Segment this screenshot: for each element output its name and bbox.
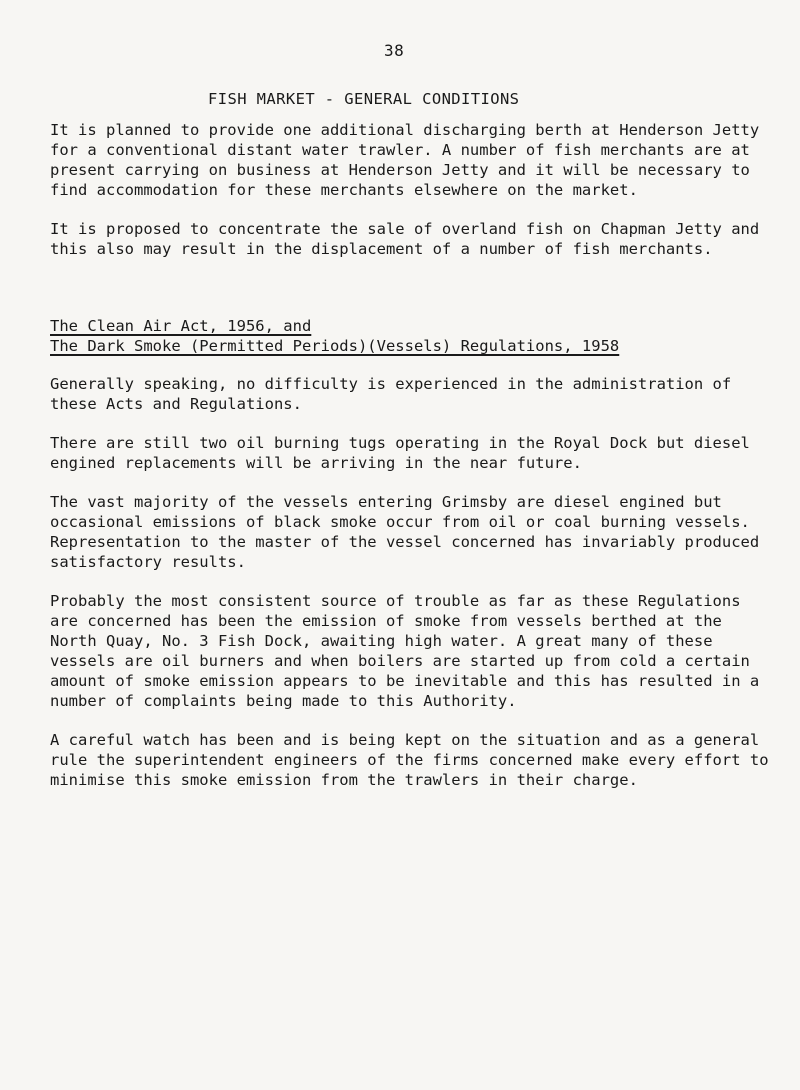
heading-line-1: The Clean Air Act, 1956, and	[50, 317, 312, 335]
clean-air-act-heading	[50, 316, 770, 356]
paragraph-north-quay: Probably the most consistent source of trouble as far as these Regulations are concerned has been the emission of smoke from vessels berthed at the North Quay, No. 3 Fish Dock, awaiting high water. A great many of these vessels are oil burners and when boilers are started up from cold a certain amount of smoke emission appears to be inevitable and this has resulted in a number of complaints being made to this Authority.	[50, 592, 760, 710]
section-title: FISH MARKET - GENERAL CONDITIONS	[208, 90, 520, 108]
page-number: 38	[384, 41, 405, 60]
paragraph-careful-watch: A careful watch has been and is being kept on the situation and as a general rule the superintendent engineers of the firms concerned make every effort to minimise this smoke emission from the trawlers in their charge.	[50, 731, 769, 789]
paragraph-chapman-jetty: It is proposed to concentrate the sale of overland fish on Chapman Jetty and this also may result in the displacement of a number of fish merchants.	[50, 220, 760, 258]
paragraph-henderson-jetty: It is planned to provide one additional discharging berth at Henderson Jetty for a conventional distant water trawler. A number of fish merchants are at present carrying on business at Henderson Jetty and it will be necessary to find accommodation for these merchants elsewhere on the market.	[50, 121, 760, 199]
heading-line-2: The Dark Smoke (Permitted Periods)(Vessels) Regulations, 1958	[50, 337, 620, 355]
document-body	[50, 120, 770, 790]
paragraph-oil-burning-tugs: There are still two oil burning tugs operating in the Royal Dock but diesel engined replacements will be arriving in the near future.	[50, 434, 750, 472]
paragraph-administration: Generally speaking, no difficulty is experienced in the administration of these Acts and Regulations.	[50, 375, 732, 413]
paragraph-diesel-vessels: The vast majority of the vessels entering Grimsby are diesel engined but occasional emissions of black smoke occur from oil or coal burning vessels. Representation to the master of the vessel concerned has invariably produced satisfactory results.	[50, 493, 760, 571]
